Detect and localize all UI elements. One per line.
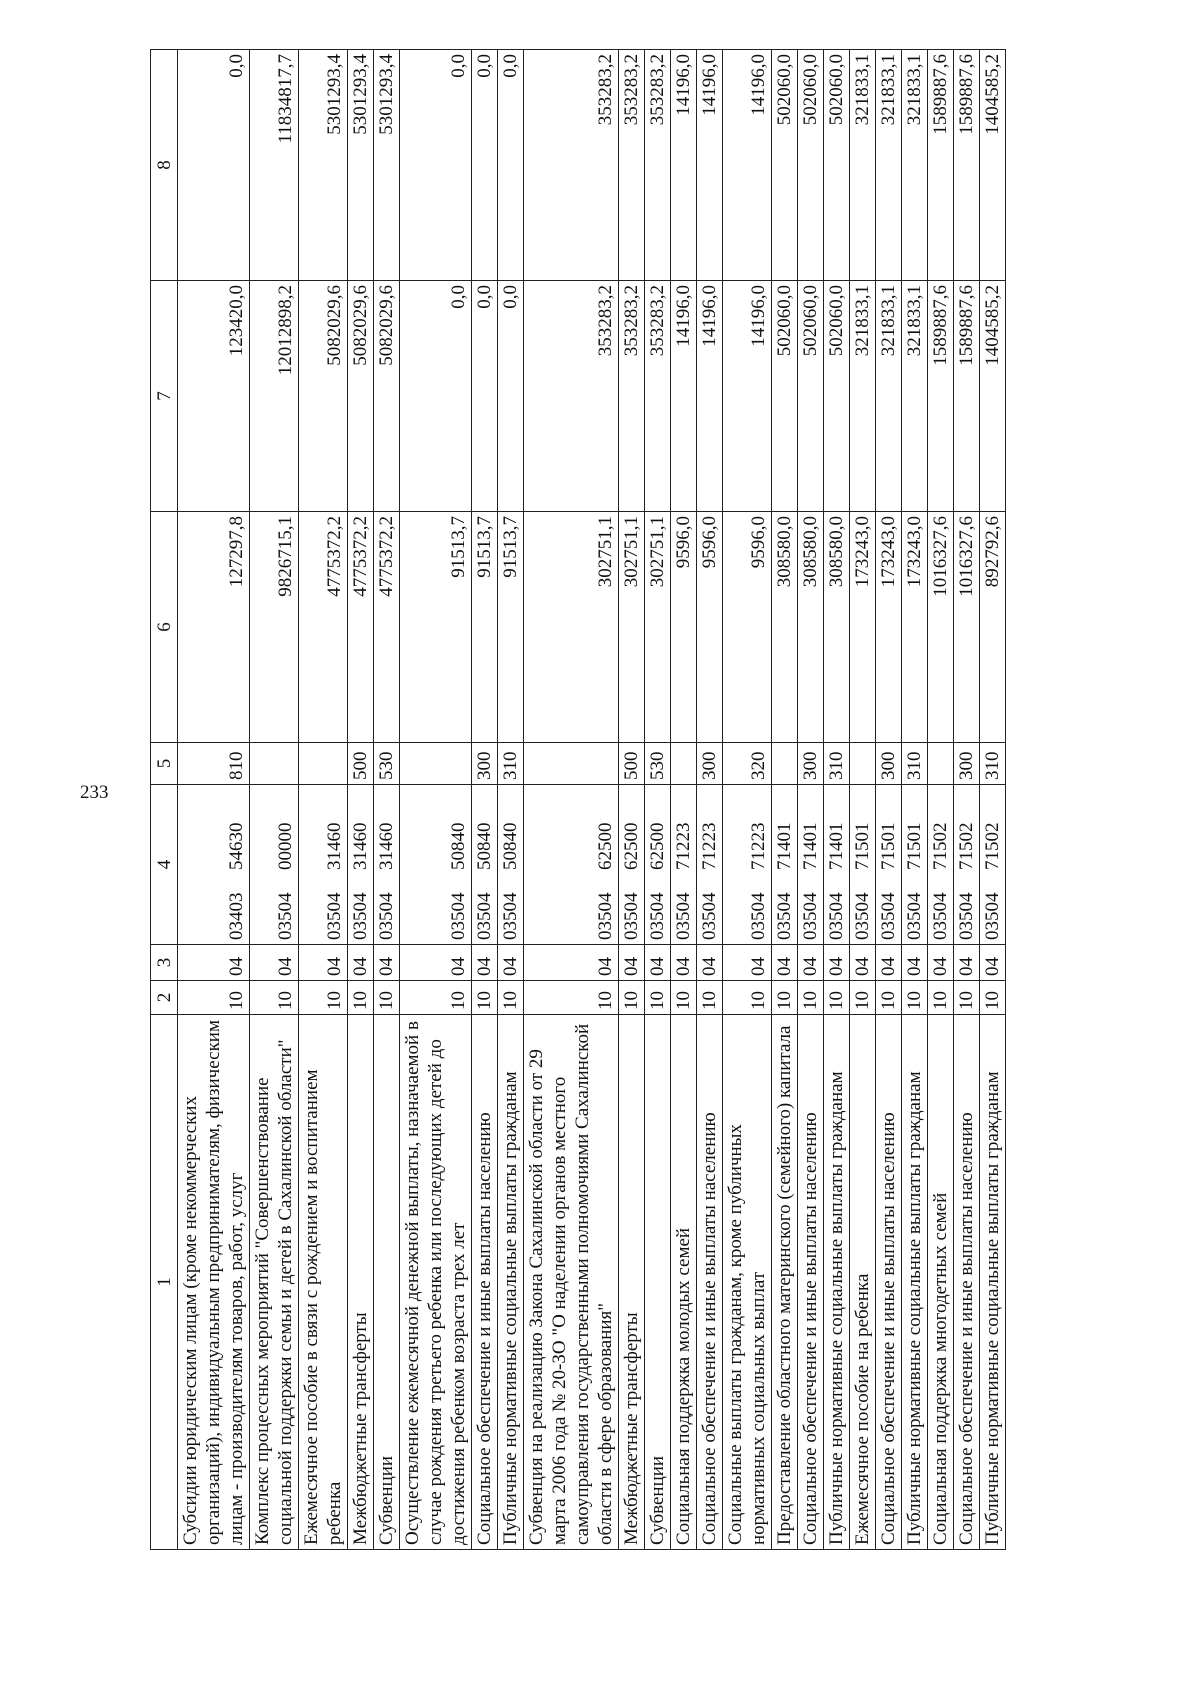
target-article-code: [400, 785, 472, 945]
direction-code: 71501: [904, 822, 925, 870]
expense-type-code: 320: [723, 743, 772, 785]
table-row: [876, 50, 902, 1550]
amount-col-7: 5082029,6: [348, 281, 374, 512]
expense-type-code: 300: [876, 743, 902, 785]
amount-col-6: 308580,0: [772, 512, 798, 743]
target-article-code: [250, 785, 299, 945]
direction-code: 31460: [324, 822, 345, 870]
section-code: 10: [400, 981, 472, 1015]
direction-code: 71223: [748, 822, 769, 870]
target-article-code: [619, 785, 645, 945]
target-article-code: [850, 785, 876, 945]
expense-type-code: 310: [902, 743, 928, 785]
amount-col-7: 353283,2: [619, 281, 645, 512]
subsection-code: 04: [902, 945, 928, 981]
program-code: 03504: [474, 892, 495, 940]
target-article-code: [645, 785, 671, 945]
expense-type-code: 310: [498, 743, 524, 785]
amount-col-6: 173243,0: [850, 512, 876, 743]
page-number: 233: [80, 782, 109, 803]
amount-col-7: 14196,0: [723, 281, 772, 512]
amount-col-6: 9826715,1: [250, 512, 299, 743]
amount-col-6: 127297,8: [178, 512, 250, 743]
header-row: [151, 50, 178, 1550]
column-header-6: 6: [151, 512, 178, 743]
expense-type-code: [400, 743, 472, 785]
expense-type-code: [772, 743, 798, 785]
expense-type-code: [928, 743, 954, 785]
program-code: 03504: [852, 892, 873, 940]
row-name: Межбюджетные трансферты: [348, 1015, 374, 1550]
table-row: [299, 50, 348, 1550]
expense-type-code: [850, 743, 876, 785]
amount-col-8: 1404585,2: [980, 50, 1006, 281]
direction-code: 71223: [699, 822, 720, 870]
table-row: [524, 50, 619, 1550]
row-name: Социальное обеспечение и иные выплаты населению: [697, 1015, 723, 1550]
row-name: Межбюджетные трансферты: [619, 1015, 645, 1550]
row-name: Социальное обеспечение и иные выплаты населению: [954, 1015, 980, 1550]
section-code: 10: [697, 981, 723, 1015]
direction-code: 50840: [500, 822, 521, 870]
section-code: 10: [902, 981, 928, 1015]
amount-col-8: 321833,1: [902, 50, 928, 281]
target-article-code: [671, 785, 697, 945]
section-code: 10: [299, 981, 348, 1015]
section-code: 10: [772, 981, 798, 1015]
expense-type-code: 310: [824, 743, 850, 785]
direction-code: 31460: [350, 822, 371, 870]
subsection-code: 04: [348, 945, 374, 981]
amount-col-8: 5301293,4: [299, 50, 348, 281]
section-code: 10: [619, 981, 645, 1015]
table-row: [619, 50, 645, 1550]
amount-col-6: 9596,0: [671, 512, 697, 743]
direction-code: 54630: [226, 822, 247, 870]
table-row: [824, 50, 850, 1550]
table-row: [498, 50, 524, 1550]
direction-code: 71501: [852, 822, 873, 870]
section-code: 10: [723, 981, 772, 1015]
amount-col-8: 5301293,4: [348, 50, 374, 281]
amount-col-8: 11834817,7: [250, 50, 299, 281]
expense-type-code: 300: [954, 743, 980, 785]
subsection-code: 04: [645, 945, 671, 981]
target-article-code: [178, 785, 250, 945]
table-row: [348, 50, 374, 1550]
amount-col-8: 321833,1: [850, 50, 876, 281]
amount-col-7: 0,0: [400, 281, 472, 512]
amount-col-7: 502060,0: [772, 281, 798, 512]
program-code: 03504: [275, 892, 296, 940]
amount-col-7: 12012898,2: [250, 281, 299, 512]
amount-col-7: 123420,0: [178, 281, 250, 512]
direction-code: 62500: [647, 822, 668, 870]
subsection-code: 04: [498, 945, 524, 981]
expense-type-code: 300: [472, 743, 498, 785]
expense-type-code: [250, 743, 299, 785]
amount-col-7: 1589887,6: [954, 281, 980, 512]
program-code: 03504: [500, 892, 521, 940]
section-code: 10: [348, 981, 374, 1015]
expense-type-code: 500: [619, 743, 645, 785]
program-code: 03504: [956, 892, 977, 940]
table-row: [798, 50, 824, 1550]
target-article-code: [876, 785, 902, 945]
amount-col-6: 4775372,2: [299, 512, 348, 743]
amount-col-8: 14196,0: [697, 50, 723, 281]
direction-code: 71502: [956, 822, 977, 870]
subsection-code: 04: [824, 945, 850, 981]
target-article-code: [772, 785, 798, 945]
table-row: [772, 50, 798, 1550]
subsection-code: 04: [772, 945, 798, 981]
column-header-2: 2: [151, 981, 178, 1015]
row-name: Ежемесячное пособие в связи с рождением и воспитанием ребенка: [299, 1015, 348, 1550]
section-code: 10: [250, 981, 299, 1015]
subsection-code: 04: [876, 945, 902, 981]
expense-type-code: [524, 743, 619, 785]
subsection-code: 04: [980, 945, 1006, 981]
section-code: 10: [954, 981, 980, 1015]
subsection-code: 04: [524, 945, 619, 981]
section-code: 10: [671, 981, 697, 1015]
table-row: [928, 50, 954, 1550]
amount-col-8: 0,0: [178, 50, 250, 281]
row-name: Социальная поддержка многодетных семей: [928, 1015, 954, 1550]
amount-col-7: 0,0: [498, 281, 524, 512]
expense-type-code: [299, 743, 348, 785]
expense-type-code: 810: [178, 743, 250, 785]
table-row: [697, 50, 723, 1550]
amount-col-8: 14196,0: [723, 50, 772, 281]
column-header-3: 3: [151, 945, 178, 981]
section-code: 10: [524, 981, 619, 1015]
subsection-code: 04: [954, 945, 980, 981]
amount-col-7: 353283,2: [524, 281, 619, 512]
column-header-5: 5: [151, 743, 178, 785]
subsection-code: 04: [400, 945, 472, 981]
direction-code: 71502: [930, 822, 951, 870]
subsection-code: 04: [299, 945, 348, 981]
program-code: 03504: [350, 892, 371, 940]
amount-col-8: 1589887,6: [954, 50, 980, 281]
target-article-code: [374, 785, 400, 945]
amount-col-6: 173243,0: [902, 512, 928, 743]
direction-code: 62500: [621, 822, 642, 870]
amount-col-7: 321833,1: [876, 281, 902, 512]
section-code: 10: [178, 981, 250, 1015]
table-body: [178, 50, 1006, 1550]
amount-col-8: 321833,1: [876, 50, 902, 281]
program-code: 03504: [748, 892, 769, 940]
row-name: Осуществление ежемесячной денежной выплаты, назначаемой в случае рождения третьего ребенка или последующих детей до достижения ребенком возраста трех лет: [400, 1015, 472, 1550]
program-code: 03504: [774, 892, 795, 940]
row-name: Социальное обеспечение и иные выплаты населению: [798, 1015, 824, 1550]
row-name: Ежемесячное пособие на ребенка: [850, 1015, 876, 1550]
direction-code: 71401: [826, 822, 847, 870]
expense-type-code: 500: [348, 743, 374, 785]
direction-code: 71223: [673, 822, 694, 870]
table-row: [902, 50, 928, 1550]
amount-col-7: 502060,0: [798, 281, 824, 512]
program-code: 03403: [226, 892, 247, 940]
amount-col-6: 91513,7: [472, 512, 498, 743]
amount-col-8: 0,0: [498, 50, 524, 281]
target-article-code: [697, 785, 723, 945]
program-code: 03504: [448, 892, 469, 940]
table-row: [178, 50, 250, 1550]
direction-code: 71502: [982, 822, 1003, 870]
row-name: Комплекс процессных мероприятий "Совершенствование социальной поддержки семьи и детей в Сахалинской области": [250, 1015, 299, 1550]
section-code: 10: [798, 981, 824, 1015]
row-name: Социальные выплаты гражданам, кроме публичных нормативных социальных выплат: [723, 1015, 772, 1550]
direction-code: 50840: [474, 822, 495, 870]
amount-col-6: 4775372,2: [348, 512, 374, 743]
program-code: 03504: [647, 892, 668, 940]
row-name: Публичные нормативные социальные выплаты гражданам: [824, 1015, 850, 1550]
target-article-code: [472, 785, 498, 945]
program-code: 03504: [826, 892, 847, 940]
row-name: Публичные нормативные социальные выплаты гражданам: [980, 1015, 1006, 1550]
target-article-code: [498, 785, 524, 945]
direction-code: 71401: [774, 822, 795, 870]
table-row: [374, 50, 400, 1550]
amount-col-8: 14196,0: [671, 50, 697, 281]
direction-code: 71501: [878, 822, 899, 870]
amount-col-8: 502060,0: [824, 50, 850, 281]
row-name: Социальное обеспечение и иные выплаты населению: [876, 1015, 902, 1550]
row-name: Социальное обеспечение и иные выплаты населению: [472, 1015, 498, 1550]
amount-col-8: 502060,0: [798, 50, 824, 281]
direction-code: 50840: [448, 822, 469, 870]
column-header-1: 1: [151, 1015, 178, 1550]
amount-col-7: 1589887,6: [928, 281, 954, 512]
amount-col-6: 892792,6: [980, 512, 1006, 743]
row-name: Субвенции: [374, 1015, 400, 1550]
amount-col-6: 91513,7: [400, 512, 472, 743]
table-row: [472, 50, 498, 1550]
target-article-code: [723, 785, 772, 945]
row-name: Предоставление областного материнского (семейного) капитала: [772, 1015, 798, 1550]
amount-col-7: 0,0: [472, 281, 498, 512]
section-code: 10: [645, 981, 671, 1015]
section-code: 10: [824, 981, 850, 1015]
column-header-8: 8: [151, 50, 178, 281]
amount-col-8: 0,0: [472, 50, 498, 281]
amount-col-7: 321833,1: [902, 281, 928, 512]
subsection-code: 04: [697, 945, 723, 981]
amount-col-6: 302751,1: [619, 512, 645, 743]
expense-type-code: 300: [798, 743, 824, 785]
subsection-code: 04: [374, 945, 400, 981]
table-row: [980, 50, 1006, 1550]
program-code: 03504: [930, 892, 951, 940]
subsection-code: 04: [178, 945, 250, 981]
amount-col-6: 302751,1: [645, 512, 671, 743]
amount-col-8: 502060,0: [772, 50, 798, 281]
target-article-code: [798, 785, 824, 945]
target-article-code: [524, 785, 619, 945]
subsection-code: 04: [723, 945, 772, 981]
amount-col-6: 91513,7: [498, 512, 524, 743]
expense-type-code: 530: [374, 743, 400, 785]
amount-col-6: 9596,0: [697, 512, 723, 743]
budget-table: [150, 49, 1006, 1550]
amount-col-6: 1016327,6: [928, 512, 954, 743]
amount-col-8: 5301293,4: [374, 50, 400, 281]
subsection-code: 04: [850, 945, 876, 981]
rotated-table-wrapper: [150, 50, 1200, 1550]
target-article-code: [824, 785, 850, 945]
amount-col-7: 321833,1: [850, 281, 876, 512]
row-name: Субвенции: [645, 1015, 671, 1550]
amount-col-6: 1016327,6: [954, 512, 980, 743]
section-code: 10: [472, 981, 498, 1015]
direction-code: 31460: [376, 822, 397, 870]
target-article-code: [348, 785, 374, 945]
amount-col-8: 353283,2: [524, 50, 619, 281]
section-code: 10: [928, 981, 954, 1015]
program-code: 03504: [982, 892, 1003, 940]
amount-col-8: 353283,2: [619, 50, 645, 281]
target-article-code: [299, 785, 348, 945]
table-row: [671, 50, 697, 1550]
subsection-code: 04: [619, 945, 645, 981]
amount-col-8: 0,0: [400, 50, 472, 281]
expense-type-code: 300: [697, 743, 723, 785]
table-row: [250, 50, 299, 1550]
row-name: Социальная поддержка молодых семей: [671, 1015, 697, 1550]
amount-col-7: 502060,0: [824, 281, 850, 512]
amount-col-7: 5082029,6: [299, 281, 348, 512]
section-code: 10: [498, 981, 524, 1015]
subsection-code: 04: [250, 945, 299, 981]
amount-col-7: 14196,0: [697, 281, 723, 512]
direction-code: 00000: [275, 822, 296, 870]
program-code: 03504: [595, 892, 616, 940]
program-code: 03504: [904, 892, 925, 940]
amount-col-8: 353283,2: [645, 50, 671, 281]
program-code: 03504: [699, 892, 720, 940]
table-row: [954, 50, 980, 1550]
program-code: 03504: [673, 892, 694, 940]
row-name: Субвенция на реализацию Закона Сахалинской области от 29 марта 2006 года № 20-ЗО "О наделении органов местного самоуправления государственными полномочиями Сахалинской области в сфере образования": [524, 1015, 619, 1550]
amount-col-7: 14196,0: [671, 281, 697, 512]
program-code: 03504: [621, 892, 642, 940]
table-row: [400, 50, 472, 1550]
target-article-code: [980, 785, 1006, 945]
subsection-code: 04: [928, 945, 954, 981]
expense-type-code: 310: [980, 743, 1006, 785]
amount-col-6: 302751,1: [524, 512, 619, 743]
expense-type-code: 530: [645, 743, 671, 785]
row-name: Публичные нормативные социальные выплаты гражданам: [902, 1015, 928, 1550]
section-code: 10: [850, 981, 876, 1015]
row-name: Публичные нормативные социальные выплаты гражданам: [498, 1015, 524, 1550]
subsection-code: 04: [472, 945, 498, 981]
direction-code: 71401: [800, 822, 821, 870]
subsection-code: 04: [671, 945, 697, 981]
table-row: [723, 50, 772, 1550]
table-row: [645, 50, 671, 1550]
amount-col-8: 1589887,6: [928, 50, 954, 281]
row-name: Субсидии юридическим лицам (кроме некоммерческих организаций), индивидуальным предпринимателям, физическим лицам - производителям товаров, работ, услуг: [178, 1015, 250, 1550]
amount-col-7: 353283,2: [645, 281, 671, 512]
section-code: 10: [980, 981, 1006, 1015]
target-article-code: [954, 785, 980, 945]
amount-col-7: 1404585,2: [980, 281, 1006, 512]
section-code: 10: [374, 981, 400, 1015]
amount-col-6: 308580,0: [798, 512, 824, 743]
subsection-code: 04: [798, 945, 824, 981]
amount-col-6: 9596,0: [723, 512, 772, 743]
program-code: 03504: [878, 892, 899, 940]
amount-col-6: 308580,0: [824, 512, 850, 743]
program-code: 03504: [800, 892, 821, 940]
amount-col-6: 4775372,2: [374, 512, 400, 743]
expense-type-code: [671, 743, 697, 785]
amount-col-7: 5082029,6: [374, 281, 400, 512]
amount-col-6: 173243,0: [876, 512, 902, 743]
direction-code: 62500: [595, 822, 616, 870]
target-article-code: [902, 785, 928, 945]
section-code: 10: [876, 981, 902, 1015]
column-header-4: 4: [151, 785, 178, 945]
column-header-7: 7: [151, 281, 178, 512]
table-row: [850, 50, 876, 1550]
program-code: 03504: [324, 892, 345, 940]
program-code: 03504: [376, 892, 397, 940]
target-article-code: [928, 785, 954, 945]
